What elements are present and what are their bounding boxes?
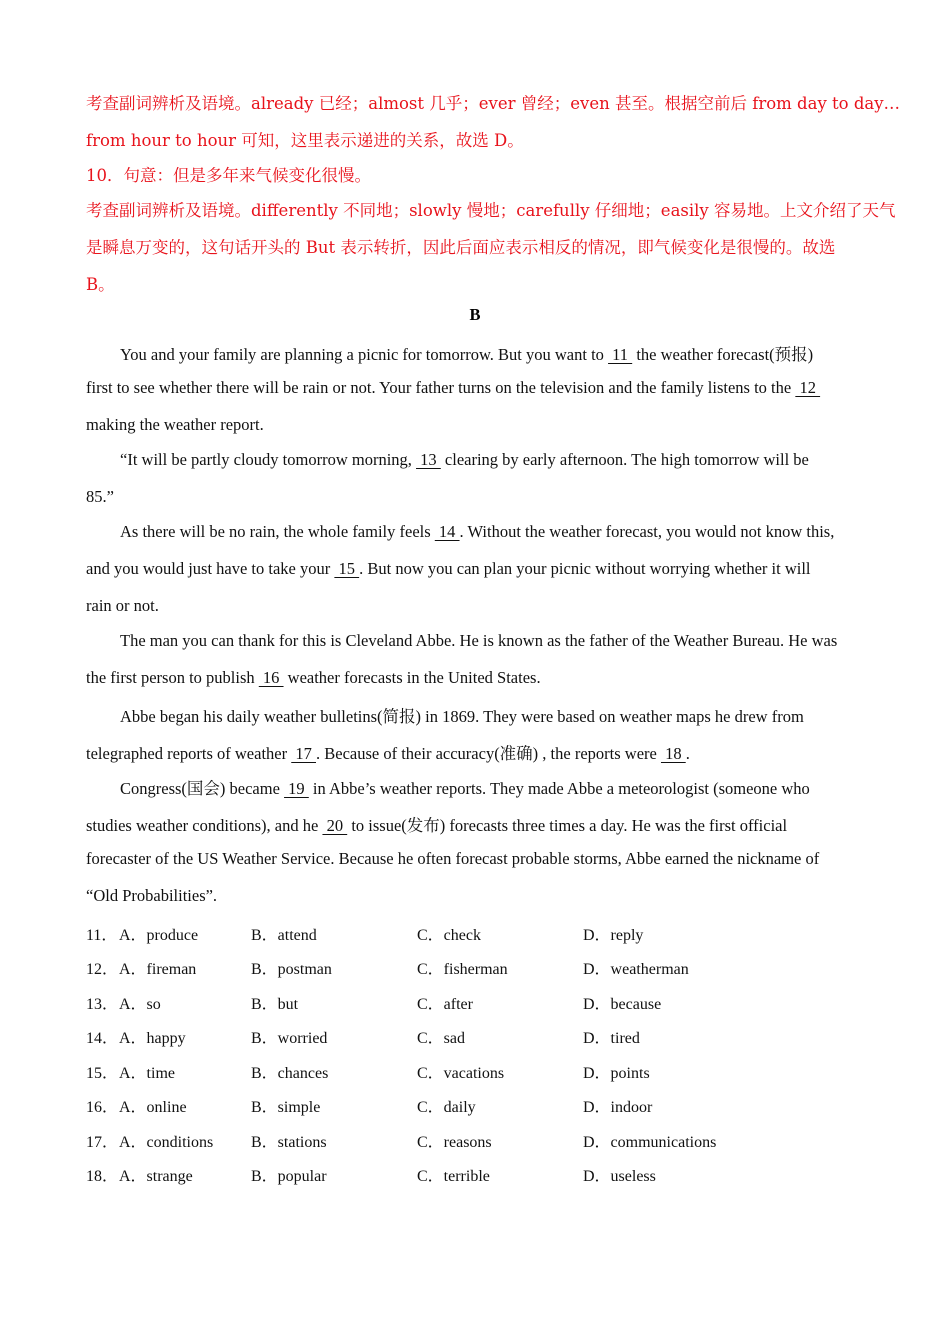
passage-line: [86, 740, 690, 764]
text: .: [685, 744, 690, 763]
text: telegraphed reports of weather: [86, 744, 292, 763]
question-number: 15．: [86, 1065, 119, 1082]
question-row: [86, 1094, 886, 1116]
analysis-q10-line3: B。: [86, 275, 115, 294]
option-c: C．reasons: [417, 1134, 492, 1151]
text: . But now you can plan your picnic without worrying whether it will: [359, 559, 811, 578]
text: clearing by early afternoon. The high tomorrow will be: [440, 450, 809, 469]
question-row: [86, 956, 886, 978]
option-d: D．because: [583, 996, 662, 1013]
option-d: D．indoor: [583, 1099, 653, 1116]
option-a: A．so: [119, 996, 161, 1013]
text: As there will be no rain, the whole family feels: [120, 522, 435, 541]
analysis-q9-line2: [86, 127, 524, 151]
analysis-q10-title: 10．句意：但是多年来气候变化很慢。: [86, 166, 371, 185]
option-b: B．simple: [251, 1099, 321, 1116]
question-number: 12．: [86, 961, 119, 978]
option-c: C．terrible: [417, 1168, 490, 1185]
text: first to see whether there will be rain or not. Your father turns on the television and the family listens to the: [86, 378, 796, 397]
question-number: 16．: [86, 1099, 119, 1116]
section-heading: B: [469, 305, 481, 324]
text: and you would just have to take your: [86, 559, 335, 578]
passage-line: [120, 522, 834, 542]
option-d: D．tired: [583, 1030, 640, 1047]
text: the first person to publish: [86, 668, 259, 687]
blank-14: 14: [434, 522, 460, 541]
text: 85.”: [86, 487, 114, 506]
text: . Because of their accuracy(准确) , the reports were: [316, 744, 661, 763]
text: You and your family are planning a picnic for tomorrow. But you want to: [120, 345, 609, 364]
option-c: C．daily: [417, 1099, 476, 1116]
option-a: A．strange: [119, 1168, 193, 1185]
option-a: A．fireman: [119, 961, 197, 978]
option-c: C．vacations: [417, 1065, 505, 1082]
text: to issue(发布) forecasts three times a day. He was the first official: [347, 816, 788, 835]
question-number: 13．: [86, 996, 119, 1013]
analysis-q10-line1: 考查副词辨析及语境。differently 不同地；slowly 慢地；carefully 仔细地；easily 容易地。上文介绍了天气: [86, 201, 896, 220]
passage-line: [86, 596, 159, 616]
blank-17: 17: [291, 744, 316, 763]
passage-line: [86, 668, 541, 688]
question-number: 17．: [86, 1134, 119, 1151]
text: weather forecasts in the United States.: [283, 668, 541, 687]
text: rain or not.: [86, 596, 159, 615]
analysis-q9-line1: 考查副词辨析及语境。already 已经；almost 几乎；ever 曾经；even 甚至。根据空前后 from day to day…: [86, 94, 901, 113]
text: in Abbe’s weather reports. They made Abbe a meteorologist (someone who: [308, 779, 810, 798]
passage-line: [120, 775, 810, 799]
passage-line: [86, 886, 217, 906]
blank-20: 20: [322, 816, 348, 835]
analysis-q10-line2: 是瞬息万变的，这句话开头的 But 表示转折，因此后面应表示相反的情况，即气候变化是很慢的。故选: [86, 238, 836, 257]
text: The man you can thank for this is Cleveland Abbe. He is known as the father of the Weather Bureau. He was: [120, 631, 838, 650]
passage-line: [86, 487, 114, 507]
analysis-q9-line2-text: from hour to hour 可知，这里表示递进的关系，故选 D。: [86, 131, 524, 150]
option-d: D．weatherman: [583, 961, 689, 978]
option-b: B．chances: [251, 1065, 329, 1082]
question-row: [86, 1060, 886, 1082]
blank-18: 18: [660, 744, 686, 763]
text: Congress(国会) became: [120, 779, 285, 798]
passage-line: [120, 703, 804, 727]
option-c: C．fisherman: [417, 961, 508, 978]
question-number: 14．: [86, 1030, 119, 1047]
option-c: C．after: [417, 996, 473, 1013]
option-d: D．points: [583, 1065, 650, 1082]
passage-line: [86, 415, 264, 435]
text: “Old Probabilities”.: [86, 886, 218, 905]
question-row: [86, 1025, 886, 1047]
question-number: 18．: [86, 1168, 119, 1185]
text: the weather forecast(预报): [632, 345, 814, 364]
option-a: A．happy: [119, 1030, 186, 1047]
option-d: D．reply: [583, 927, 644, 944]
text: studies weather conditions), and he: [86, 816, 323, 835]
blank-11: 11: [608, 345, 633, 364]
blank-19: 19: [284, 779, 309, 798]
blank-12: 12: [795, 378, 821, 397]
option-d: D．communications: [583, 1134, 717, 1151]
blank-16: 16: [258, 668, 284, 687]
option-d: D．useless: [583, 1168, 656, 1185]
text: . Without the weather forecast, you would not know this,: [459, 522, 835, 541]
passage-line: [86, 559, 811, 579]
question-number: 11．: [86, 927, 118, 944]
option-c: C．check: [417, 927, 481, 944]
option-b: B．but: [251, 996, 299, 1013]
passage-line: [120, 341, 813, 365]
option-b: B．worried: [251, 1030, 328, 1047]
option-a: A．conditions: [119, 1134, 214, 1151]
text: Abbe began his daily weather bulletins(简报) in 1869. They were based on weather maps he drew from: [120, 707, 804, 726]
blank-13: 13: [416, 450, 441, 469]
text: making the weather report.: [86, 415, 264, 434]
passage-line: [86, 849, 819, 869]
option-c: C．sad: [417, 1030, 466, 1047]
passage-line: [120, 450, 809, 470]
option-a: A．online: [119, 1099, 187, 1116]
text: “It will be partly cloudy tomorrow morning,: [120, 450, 417, 469]
passage-line: [120, 631, 837, 651]
question-row: [86, 991, 886, 1013]
question-row: [86, 1129, 886, 1151]
option-b: B．attend: [251, 927, 317, 944]
option-a: A．produce: [119, 927, 199, 944]
option-b: B．stations: [251, 1134, 327, 1151]
text: forecaster of the US Weather Service. Because he often forecast probable storms, Abbe earned the nickname of: [86, 849, 820, 868]
passage-line: [86, 378, 820, 398]
question-row: [86, 1163, 886, 1185]
passage-line: [86, 812, 787, 836]
option-b: B．popular: [251, 1168, 327, 1185]
blank-15: 15: [334, 559, 360, 578]
question-row: [86, 922, 886, 944]
option-a: A．time: [119, 1065, 175, 1082]
option-b: B．postman: [251, 961, 332, 978]
